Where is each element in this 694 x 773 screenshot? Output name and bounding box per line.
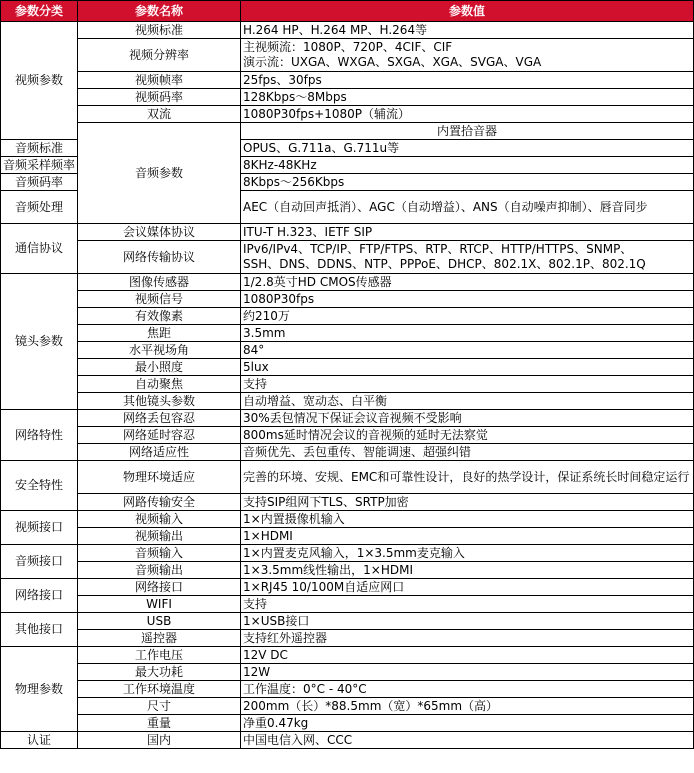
param-value: 84° [241,342,694,359]
table-row [1,308,694,325]
table-row [1,511,694,528]
param-name: 音频采样频率 [1,157,78,174]
category-cell: 网络接口 [1,579,78,613]
table-row [1,528,694,545]
param-value: 12W [241,664,694,681]
param-name: 水平视场角 [78,342,241,359]
category-cell: 音频接口 [1,545,78,579]
table-header-row [1,1,694,22]
param-value-line: IPv6/IPv4、TCP/IP、FTP/FTPS、RTP、RTCP、HTTP/HTTPS、SNMP、 [243,242,633,256]
param-name: 最大功耗 [78,664,241,681]
param-name: 物理环境适应 [78,461,241,494]
table-row [1,274,694,291]
param-name: 工作环境温度 [78,681,241,698]
param-value: 约210万 [241,308,694,325]
param-value [241,39,694,72]
param-name: 视频输入 [78,511,241,528]
param-value: 1080P30fps+1080P（辅流） [241,106,694,123]
table-row [1,732,694,749]
table-row [1,545,694,562]
param-value: 200mm（长）*88.5mm（宽）*65mm（高） [241,698,694,715]
param-value: 1×USB接口 [241,613,694,630]
table-row [1,494,694,511]
param-name: 音频标准 [1,140,78,157]
category-cell: 认证 [1,732,78,749]
param-value: 净重0.47kg [241,715,694,732]
table-row [1,579,694,596]
param-name: 视频信号 [78,291,241,308]
header-category: 参数分类 [1,1,78,22]
param-value: 完善的环境、安规、EMC和可靠性设计，良好的热学设计，保证系统长时间稳定运行 [241,461,694,494]
param-value: 1×内置麦克风输入，1×3.5mm麦克输入 [241,545,694,562]
table-row [1,393,694,410]
param-value: 1×3.5mm线性输出，1×HDMI [241,562,694,579]
table-row [1,224,694,241]
table-row [1,72,694,89]
param-name: 音频输入 [78,545,241,562]
table-row [1,647,694,664]
param-value-line: 演示流：UXGA、WXGA、SXGA、XGA、SVGA、VGA [243,55,542,69]
table-row [1,427,694,444]
param-value: ITU-T H.323、IETF SIP [241,224,694,241]
table-row [1,664,694,681]
param-value: 5lux [241,359,694,376]
param-name: 视频标准 [78,22,241,39]
param-value: 8Kbps～256Kbps [241,174,694,191]
param-name: 内置拾音器 [241,123,694,140]
category-cell: 网络特性 [1,410,78,461]
table-row [1,359,694,376]
param-name: 其他镜头参数 [78,393,241,410]
table-row [1,342,694,359]
param-value: 1×内置摄像机输入 [241,511,694,528]
param-name: 音频输出 [78,562,241,579]
param-value: OPUS、G.711a、G.711u等 [241,140,694,157]
param-value: 128Kbps～8Mbps [241,89,694,106]
param-name: 音频码率 [1,174,78,191]
param-name: 国内 [78,732,241,749]
param-value-line: SSH、DNS、DDNS、NTP、PPPoE、DHCP、802.1X、802.1P、802.1Q [243,257,646,271]
param-name: 网络丢包容忍 [78,410,241,427]
param-value: 25fps、30fps [241,72,694,89]
param-value: 中国电信入网、CCC [241,732,694,749]
category-cell: 视频参数 [1,22,78,140]
header-value: 参数值 [241,1,694,22]
param-name: 网络延时容忍 [78,427,241,444]
param-name: 视频帧率 [78,72,241,89]
param-name: 视频输出 [78,528,241,545]
param-name: 尺寸 [78,698,241,715]
param-name: 遥控器 [78,630,241,647]
param-name: 视频码率 [78,89,241,106]
category-cell: 其他接口 [1,613,78,647]
param-name: WIFI [78,596,241,613]
table-row [1,89,694,106]
table-row [1,106,694,123]
param-name: 工作电压 [78,647,241,664]
param-name: 网路传输安全 [78,494,241,511]
category-cell: 音频参数 [78,123,241,224]
param-name: 自动聚焦 [78,376,241,393]
param-value: 3.5mm [241,325,694,342]
param-value: 8KHz-48KHz [241,157,694,174]
param-name: 网络接口 [78,579,241,596]
category-cell: 视频接口 [1,511,78,545]
param-value: AEC（自动回声抵消）、AGC（自动增益）、ANS（自动噪声抑制）、唇音同步 [241,191,694,224]
table-row [1,325,694,342]
param-value [241,241,694,274]
table-row [1,630,694,647]
table-row [1,241,694,274]
param-value: 800ms延时情况会议的音视频的延时无法察觉 [241,427,694,444]
param-name: 焦距 [78,325,241,342]
param-value: 1×RJ45 10/100M自适应网口 [241,579,694,596]
category-cell: 安全特性 [1,461,78,511]
param-name: 音频处理 [1,191,78,224]
table-row [1,291,694,308]
param-value: 30%丢包情况下保证会议音视频不受影响 [241,410,694,427]
table-row [1,613,694,630]
param-value: 支持SIP组网下TLS、SRTP加密 [241,494,694,511]
table-row [1,376,694,393]
param-value: 工作温度：0°C - 40°C [241,681,694,698]
param-name: 网络适应性 [78,444,241,461]
param-name: USB [78,613,241,630]
category-cell: 镜头参数 [1,274,78,410]
table-row [1,444,694,461]
param-name: 会议媒体协议 [78,224,241,241]
param-value: 支持 [241,596,694,613]
table-row [1,596,694,613]
category-cell: 通信协议 [1,224,78,274]
table-row [1,39,694,72]
param-name: 视频分辨率 [78,39,241,72]
param-value: 自动增益、宽动态、白平衡 [241,393,694,410]
table-row [1,562,694,579]
param-name: 重量 [78,715,241,732]
param-value: 支持 [241,376,694,393]
param-value: 12V DC [241,647,694,664]
param-value: 1×HDMI [241,528,694,545]
param-value: 音频优先、丢包重传、智能调速、超强纠错 [241,444,694,461]
table-row [1,123,694,140]
param-value: 1080P30fps [241,291,694,308]
param-name: 双流 [78,106,241,123]
param-name: 有效像素 [78,308,241,325]
param-value: 支持红外遥控器 [241,630,694,647]
table-row [1,410,694,427]
table-row [1,698,694,715]
table-row [1,461,694,494]
table-row [1,681,694,698]
table-row [1,715,694,732]
param-value: H.264 HP、H.264 MP、H.264等 [241,22,694,39]
table-row [1,22,694,39]
param-value-line: 主视频流：1080P、720P、4CIF、CIF [243,40,453,54]
param-name: 网络传输协议 [78,241,241,274]
category-cell: 物理参数 [1,647,78,732]
param-name: 图像传感器 [78,274,241,291]
header-name: 参数名称 [78,1,241,22]
param-name: 最小照度 [78,359,241,376]
param-value: 1/2.8英寸HD CMOS传感器 [241,274,694,291]
